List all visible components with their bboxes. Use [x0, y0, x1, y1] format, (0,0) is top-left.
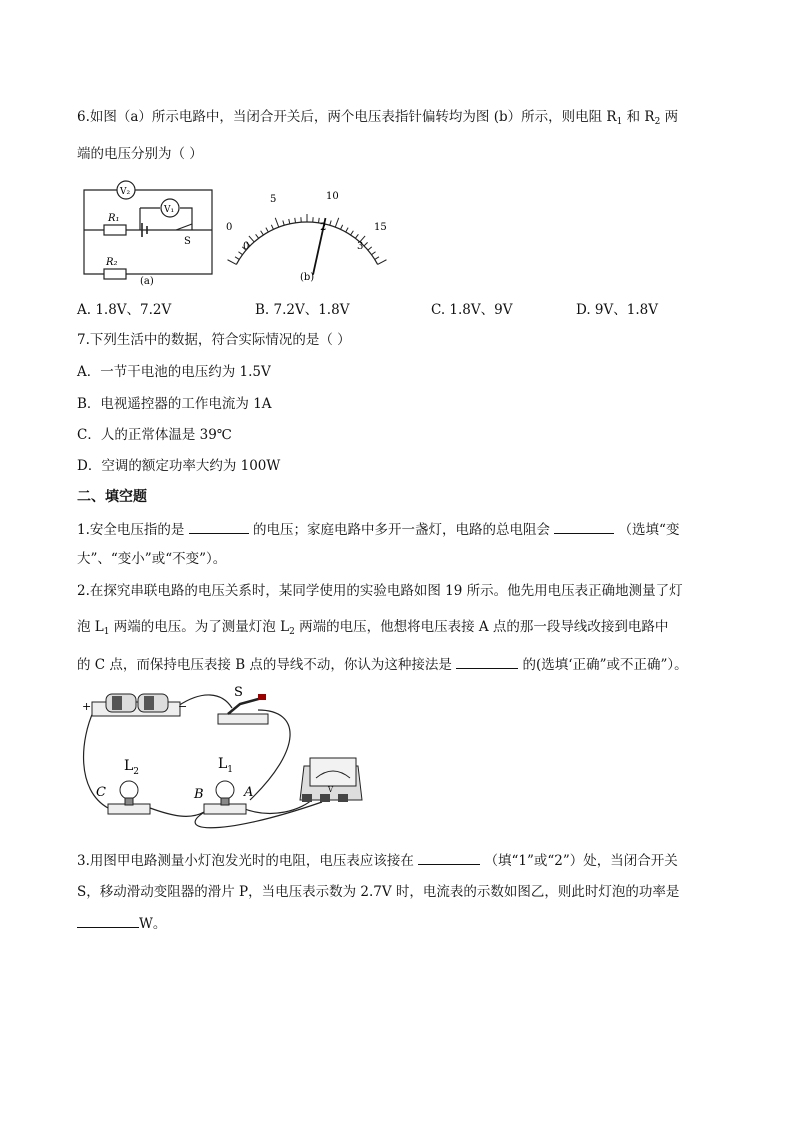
bulb-l2-label: $L_2$	[124, 758, 140, 777]
figure-a-circuit	[80, 180, 216, 288]
figure-b-top-label: 15	[374, 222, 387, 233]
meter-tick	[261, 231, 264, 235]
figure-a-v1-label: V₁	[164, 205, 175, 215]
battery-holder	[92, 694, 180, 716]
bulb-l1	[204, 781, 246, 814]
fill-q2-line3: 的 C 点，而保持电压表接 B 点的导线不动，你认为这种接法是 的(选填‘正确”或不正确”）。	[77, 657, 688, 673]
meter-tick	[364, 242, 368, 246]
meter-tick	[289, 219, 290, 224]
section-heading-fill-in: 二、填空题	[77, 489, 147, 505]
figure-a-r2-label: R₂	[106, 257, 118, 268]
battery-minus-label: −	[178, 700, 188, 713]
answer-blank[interactable]	[456, 655, 518, 669]
figure-a-r1-label: R₁	[108, 213, 120, 224]
switch	[218, 694, 268, 724]
meter-tick	[238, 252, 242, 255]
figure-b-caption: (b)	[300, 272, 315, 283]
voltmeter-v-label: V	[328, 786, 334, 794]
meter-tick	[295, 218, 296, 223]
answer-blank[interactable]	[554, 520, 614, 534]
meter-tick	[378, 260, 387, 265]
meter-tick	[330, 221, 331, 226]
meter-tick	[372, 252, 376, 255]
meter-tick	[256, 234, 259, 238]
bulb-l1-label: $L_1$	[218, 756, 234, 775]
answer-blank[interactable]	[189, 520, 249, 534]
fill-q1-line2: 大”、“变小”或“不变”）。	[77, 551, 227, 567]
voltmeter	[300, 758, 362, 802]
figure-b-top-label: 10	[326, 191, 339, 202]
meter-tick	[266, 228, 268, 232]
meter-tick	[355, 234, 358, 238]
figure-b-bottom-label: 0	[243, 241, 250, 252]
bulb-l2	[108, 781, 150, 814]
fill-q3-line3: W。	[77, 914, 166, 933]
meter-tick	[275, 218, 279, 227]
q6-option-a[interactable]: A. 1.8V、7.2V	[77, 302, 172, 318]
meter-tick	[335, 218, 339, 227]
meter-tick	[228, 260, 237, 265]
q6-option-b[interactable]: B. 7.2V、1.8V	[255, 302, 350, 318]
point-b-label: B	[194, 787, 204, 802]
figure-b-top-label: 5	[270, 194, 277, 205]
answer-blank[interactable]	[418, 851, 480, 865]
figure-b-meter	[222, 182, 392, 286]
fill-q3-line1: 3.用图甲电路测量小灯泡发光时的电阻，电压表应该接在 （填“1”或“2”）处，当闭合开关	[77, 853, 678, 869]
q6-option-d[interactable]: D. 9V、1.8V	[576, 302, 658, 318]
figure-a-caption: (a)	[140, 276, 154, 287]
battery-plus-label: +	[82, 700, 92, 713]
fill-q1-line1: 1.安全电压指的是 的电压；家庭电路中多开一盏灯，电路的总电阻会 （选填“变	[77, 522, 680, 538]
point-c-label: C	[96, 785, 106, 800]
figure-a-switch-label: S	[184, 236, 191, 247]
meter-tick	[271, 225, 273, 230]
q7-option-a[interactable]: A．一节干电池的电压约为 1.5V	[77, 364, 271, 380]
meter-tick	[235, 257, 239, 260]
point-a-label: A	[244, 785, 254, 800]
figure-a-v2-label: V₂	[120, 187, 131, 197]
figure-series-circuit	[72, 680, 372, 840]
meter-tick	[368, 247, 372, 250]
meter-tick	[283, 221, 284, 226]
answer-blank[interactable]	[77, 914, 139, 928]
meter-tick	[249, 236, 254, 242]
meter-tick	[346, 228, 348, 232]
q7-option-c[interactable]: C．人的正常体温是 39℃	[77, 427, 232, 443]
meter-tick	[375, 257, 379, 260]
q7-option-b[interactable]: B．电视遥控器的工作电流为 1A	[77, 396, 272, 412]
fill-q2-line1: 2.在探究串联电路的电压关系时，某同学使用的实验电路如图 19 所示。他先用电压表正确地测量了灯	[77, 583, 683, 599]
figure-b-bottom-label: 3	[357, 241, 364, 252]
q6-stem-line2: 端的电压分别为（ ）	[77, 146, 203, 162]
fill-q2-line2: 泡 $L_1$ 两端的电压。为了测量灯泡 $L_2$ 两端的电压，他想将电压表接 A 点的那一段导线改接到电路中	[77, 619, 669, 637]
figure-b-top-label: 0	[226, 222, 233, 233]
q6-stem-line1: 6.如图（a）所示电路中，当闭合开关后，两个电压表指针偏转均为图 (b）所示，则电阻 $R_1$ 和 $R_2$ 两	[77, 109, 679, 127]
figure-b-bottom-label: 2	[320, 222, 327, 233]
q7-stem: 7.下列生活中的数据，符合实际情况的是（ ）	[77, 332, 351, 348]
switch-label: S	[234, 685, 243, 700]
q7-option-d[interactable]: D．空调的额定功率大约为 100W	[77, 458, 281, 474]
q6-options	[77, 301, 697, 319]
meter-tick	[341, 225, 343, 230]
meter-tick	[351, 231, 354, 235]
fill-q3-line2: S，移动滑动变阻器的滑片 P，当电压表示数为 2.7V 时，电流表的示数如图乙，则此时灯泡的功率是	[77, 884, 680, 900]
q6-option-c[interactable]: C. 1.8V、9V	[431, 302, 513, 318]
